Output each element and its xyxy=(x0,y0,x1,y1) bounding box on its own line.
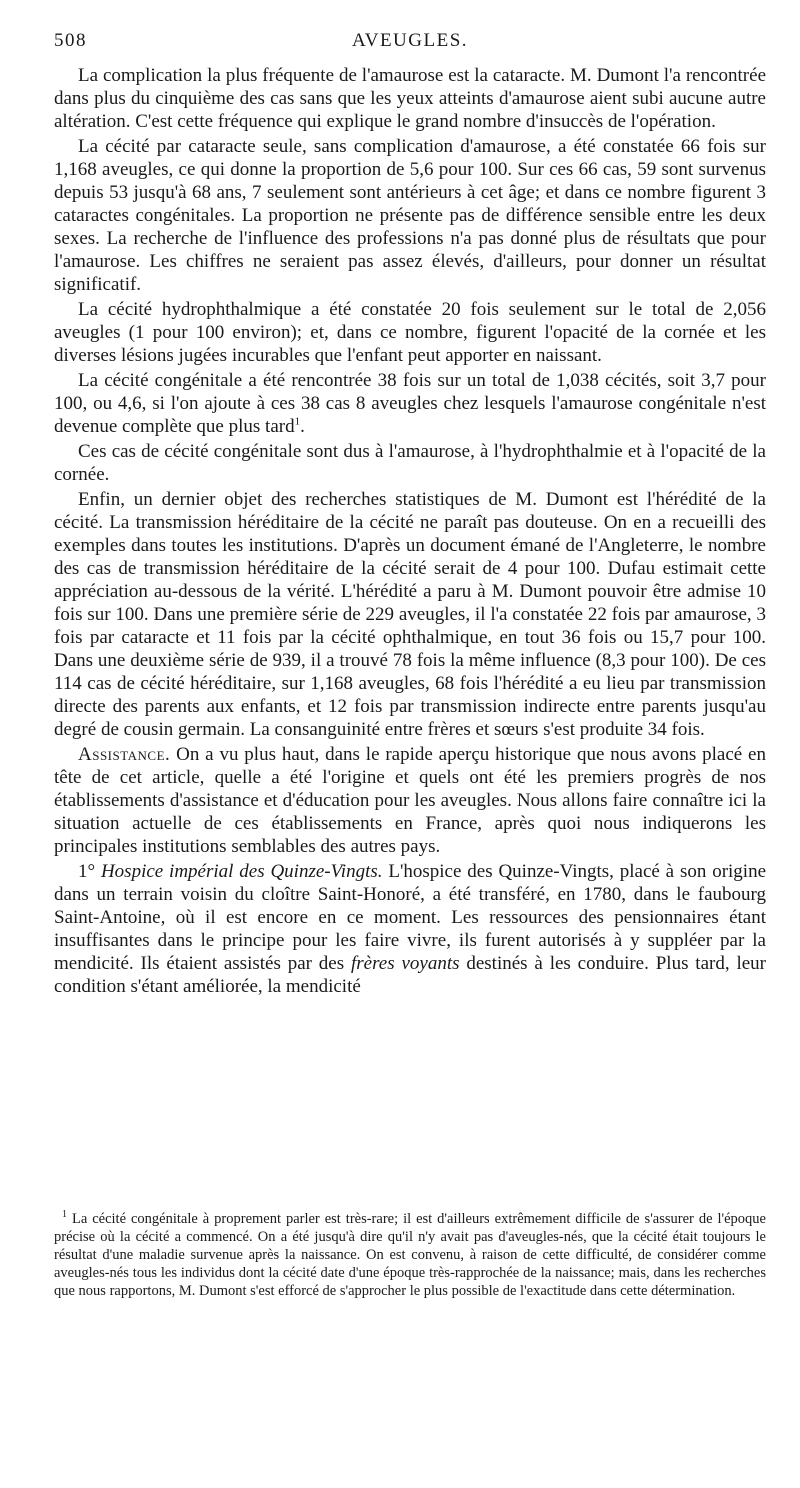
paragraph-assistance-text: On a vu plus haut, dans le rapide aperçu historique que nous avons placé en tête de cet article, quelle a été l'origine et quels ont été les premiers progrès de nos établissements d'assistance et d'éducation pour les aveugles. Nous allons faire connaître ici la situation actuelle de ces établissements en France, après quoi nous indiquerons les principales institutions semblables des autres pays. xyxy=(54,744,766,857)
hospice-title: Hospice impérial des Quinze-Vingts. xyxy=(100,861,383,882)
paragraph-amaurose-cataracte: La complication la plus fréquente de l'amaurose est la cataracte. M. Dumont l'a rencontrée dans plus du cinquième des cas sans que les yeux atteints d'amaurose aient subi aucune autre altération. C'est cette fréquence qui explique le grand nombre d'insuccès de l'opération. xyxy=(54,65,766,132)
paragraph-congenitale-text: La cécité congénitale a été rencontrée 38 fois sur un total de 1,038 cécités, soit 3,7 pour 100, ou 4,6, si l'on ajoute à ces 38 cas 8 aveugles chez lesquels l'amaurose congénitale n'est devenue complète que plus tard xyxy=(54,370,766,437)
footnote-text: La cécité congénitale à proprement parler est très-rare; il est d'ailleurs extrêmement difficile de s'assurer de l'époque précise où la cécité a commencé. On a été jusqu'à dire qu'il n'y avait pas d'aveugles-nés, que la cécité était toujours le résultat d'une maladie survenue après la naissance. On est convenu, à raison de cette difficulté, de considérer comme aveugles-nés tous les individus dont la cécité date d'une époque très-rapprochée de la naissance; mais, dans les recherches que nous rapportons, M. Dumont s'est efforcé de s'approcher le plus possible de l'exactitude dans cette détermination. xyxy=(54,1211,766,1299)
hospice-italic-phrase: frères voyants xyxy=(350,953,460,974)
footnote-reference[interactable]: 1 xyxy=(294,415,301,428)
hospice-text-2: destinés à les conduire. Plus tard, leur condition s'étant améliorée, la mendicité xyxy=(54,953,766,997)
footnote-paragraph xyxy=(54,1210,766,1300)
paragraph-heredite: Enfin, un dernier objet des recherches statistiques de M. Dumont est l'hérédité de la cécité. La transmission héréditaire de la cécité ne paraît pas douteuse. On en a recueilli des exemples dans toutes les institutions. D'après un document émané de l'Angleterre, le nombre des cas de transmission héréditaire de la cécité serait de 4 pour 100. Dufau estimait cette appréciation au-dessous de la vérité. L'hérédité a paru à M. Dumont pouvoir être admise 10 fois sur 100. Dans une première série de 229 aveugles, il l'a constatée 22 fois par amaurose, 3 fois par cataracte et 11 fois par la cécité ophthalmique, en tout 36 fois ou 15,7 pour 100. Dans une deuxième série de 939, il a trouvé 78 fois la même influence (8,3 pour 100). De ces 114 cas de cécité héréditaire, sur 1,168 aveugles, 68 fois l'hérédité a eu lieu par transmission directe des parents aux enfants, et 12 fois par transmission indirecte entre parents jusqu'au degré de cousin germain. La consanguinité entre frères et sœurs s'est produite 34 fois. xyxy=(54,489,766,740)
paragraph-congenitale-end: . xyxy=(300,416,305,437)
section-heading-assistance: Assistance. xyxy=(78,744,171,765)
main-text xyxy=(54,64,766,998)
paragraph-causes-congenitales: Ces cas de cécité congénitale sont dus à l'amaurose, à l'hydrophthalmie et à l'opacité de la cornée. xyxy=(54,441,766,485)
paragraph-hydrophthalmique: La cécité hydrophthalmique a été constatée 20 fois seulement sur le total de 2,056 aveugles (1 pour 100 environ); et, dans ce nombre, figurent l'opacité de la cornée et les diverses lésions jugées incurables que l'enfant peut apporter en naissant. xyxy=(54,299,766,366)
running-title: AVEUGLES. xyxy=(351,30,469,51)
hospice-text-1: L'hospice des Quinze-Vingts, placé à son origine dans un terrain voisin du cloître Saint-Honoré, a été transféré, en 1780, dans le faubourg Saint-Antoine, où il est encore en ce moment. Les ressources des pensionnaires étant insuffisantes dans le principe pour les faire vivre, ils furent autorisés à y suppléer par la mendicité. Ils étaient assistés par des xyxy=(54,861,767,974)
footnote xyxy=(54,1210,766,1300)
paragraph-cataracte-seule: La cécité par cataracte seule, sans complication d'amaurose, a été constatée 66 fois sur 1,168 aveugles, ce qui donne la proportion de 5,6 pour 100. Sur ces 66 cas, 59 sont survenus depuis 53 jusqu'à 68 ans, 7 seulement sont antérieurs à cet âge; et dans ce nombre figurent 3 cataractes congénitales. La proportion ne présente pas de différence sensible entre les deux sexes. La recherche de l'influence des professions n'a pas donné plus de résultats que pour l'amaurose. Les chiffres ne seraient pas assez élevés, d'ailleurs, pour donner un résultat significatif. xyxy=(54,136,766,295)
hospice-number: 1° xyxy=(78,861,96,882)
paragraph-hospice xyxy=(54,860,766,998)
footnote-mark: 1 xyxy=(62,1209,67,1221)
page-number: 508 xyxy=(54,30,87,51)
paragraph-congenitale xyxy=(54,369,766,438)
page-header xyxy=(54,30,766,58)
paragraph-assistance xyxy=(54,743,766,858)
